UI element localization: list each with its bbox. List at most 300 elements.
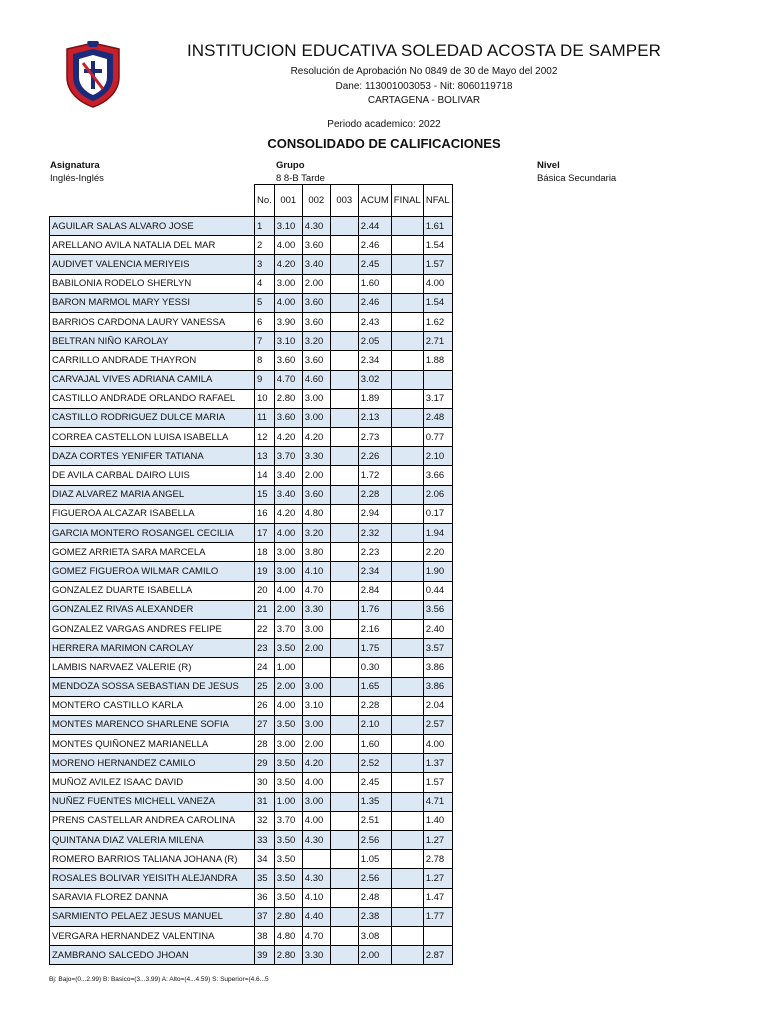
grade-001: 3.50 (274, 754, 302, 773)
grade-nfal: 1.27 (423, 831, 452, 850)
student-number: 10 (255, 389, 275, 408)
grade-final (391, 543, 423, 562)
grade-acum: 1.60 (358, 274, 391, 293)
grade-001: 4.20 (274, 504, 302, 523)
table-row (50, 447, 453, 466)
student-number: 22 (255, 619, 275, 638)
student-name: AUDIVET VALENCIA MERIYEIS (50, 255, 255, 274)
grade-002: 4.30 (302, 831, 330, 850)
grade-final (391, 447, 423, 466)
student-number: 18 (255, 543, 275, 562)
dane-text: Dane: 113001003053 - Nit: 8060119718 (335, 81, 513, 92)
grade-final (391, 677, 423, 696)
grade-nfal: 1.47 (423, 888, 452, 907)
grade-001: 2.00 (274, 677, 302, 696)
grade-nfal: 1.40 (423, 811, 452, 830)
grade-acum: 2.26 (358, 447, 391, 466)
grade-final (391, 773, 423, 792)
grade-001: 2.00 (274, 600, 302, 619)
table-row (50, 811, 453, 830)
grade-003 (330, 600, 358, 619)
grade-002: 2.00 (302, 735, 330, 754)
student-name: AGUILAR SALAS ALVARO JOSE (50, 217, 255, 236)
level-value: Básica Secundaria (537, 173, 617, 184)
grade-003 (330, 926, 358, 945)
table-row (50, 831, 453, 850)
grade-final (391, 581, 423, 600)
student-number: 8 (255, 351, 275, 370)
grade-acum: 1.76 (358, 600, 391, 619)
grade-001: 4.00 (274, 696, 302, 715)
table-row (50, 293, 453, 312)
grade-002: 4.10 (302, 562, 330, 581)
grade-001: 1.00 (274, 658, 302, 677)
grade-acum: 1.35 (358, 792, 391, 811)
grade-003 (330, 677, 358, 696)
student-name: QUINTANA DIAZ VALERIA MILENA (50, 831, 255, 850)
period-text: Periodo academico: 2022 (327, 119, 441, 130)
table-row (50, 236, 453, 255)
col-header: 002 (302, 185, 330, 217)
table-row (50, 581, 453, 600)
resolution-text: Resolución de Aprobación No 0849 de 30 de Mayo del 2002 (290, 66, 558, 77)
grade-final (391, 946, 423, 965)
table-row (50, 619, 453, 638)
grade-acum: 2.13 (358, 408, 391, 427)
grade-003 (330, 524, 358, 543)
grade-001: 3.50 (274, 869, 302, 888)
grade-002: 4.70 (302, 926, 330, 945)
grade-final (391, 332, 423, 351)
grade-final (391, 312, 423, 331)
student-name: CASTILLO RODRIGUEZ DULCE MARIA (50, 408, 255, 427)
student-name: BELTRAN NIÑO KAROLAY (50, 332, 255, 351)
grade-001: 3.50 (274, 831, 302, 850)
grade-003 (330, 408, 358, 427)
grade-003 (330, 389, 358, 408)
grade-nfal: 1.54 (423, 293, 452, 312)
grade-002: 4.30 (302, 869, 330, 888)
grade-acum: 2.00 (358, 946, 391, 965)
grade-003 (330, 850, 358, 869)
student-number: 6 (255, 312, 275, 331)
grade-final (391, 351, 423, 370)
student-name: FIGUEROA ALCAZAR ISABELLA (50, 504, 255, 523)
grade-002: 4.00 (302, 773, 330, 792)
student-name: PRENS CASTELLAR ANDREA CAROLINA (50, 811, 255, 830)
grade-001: 3.50 (274, 773, 302, 792)
grade-acum: 2.56 (358, 869, 391, 888)
grade-001: 2.80 (274, 389, 302, 408)
grade-acum: 2.51 (358, 811, 391, 830)
table-row (50, 754, 453, 773)
grade-acum: 1.60 (358, 735, 391, 754)
grade-003 (330, 504, 358, 523)
grade-nfal: 2.87 (423, 946, 452, 965)
table-row (50, 562, 453, 581)
grade-final (391, 466, 423, 485)
student-name: NUÑEZ FUENTES MICHELL VANEZA (50, 792, 255, 811)
name-column-header (50, 185, 255, 217)
student-number: 4 (255, 274, 275, 293)
grade-nfal: 1.57 (423, 255, 452, 274)
grade-final (391, 524, 423, 543)
grade-001: 3.00 (274, 562, 302, 581)
group-value: 8 8-B Tarde (276, 173, 325, 184)
grade-002: 3.20 (302, 524, 330, 543)
grade-003 (330, 869, 358, 888)
grade-acum: 1.05 (358, 850, 391, 869)
grade-nfal: 2.78 (423, 850, 452, 869)
grade-acum: 2.43 (358, 312, 391, 331)
grade-001: 3.90 (274, 312, 302, 331)
grade-final (391, 926, 423, 945)
subject-value: Inglés-Inglés (50, 173, 104, 184)
grade-001: 3.40 (274, 466, 302, 485)
grade-003 (330, 485, 358, 504)
grade-nfal: 3.17 (423, 389, 452, 408)
grade-final (391, 562, 423, 581)
table-row (50, 926, 453, 945)
table-row (50, 946, 453, 965)
student-name: BARRIOS CARDONA LAURY VANESSA (50, 312, 255, 331)
grade-acum: 2.28 (358, 696, 391, 715)
grade-nfal: 1.94 (423, 524, 452, 543)
grade-001: 4.00 (274, 236, 302, 255)
table-row (50, 639, 453, 658)
grade-003 (330, 351, 358, 370)
student-number: 12 (255, 428, 275, 447)
student-name: CORREA CASTELLON LUISA ISABELLA (50, 428, 255, 447)
grade-final (391, 792, 423, 811)
grade-003 (330, 735, 358, 754)
student-number: 30 (255, 773, 275, 792)
col-header: 001 (274, 185, 302, 217)
grade-acum: 1.89 (358, 389, 391, 408)
grade-001: 3.10 (274, 217, 302, 236)
grade-002: 4.80 (302, 504, 330, 523)
grade-nfal: 0.44 (423, 581, 452, 600)
grade-final (391, 408, 423, 427)
student-name: VERGARA HERNANDEZ VALENTINA (50, 926, 255, 945)
table-row (50, 658, 453, 677)
grade-acum: 2.05 (358, 332, 391, 351)
student-name: ROMERO BARRIOS TALIANA JOHANA (R) (50, 850, 255, 869)
grade-002: 4.20 (302, 754, 330, 773)
grade-001: 3.60 (274, 408, 302, 427)
student-name: DAZA CORTES YENIFER TATIANA (50, 447, 255, 466)
grade-003 (330, 255, 358, 274)
student-name: MONTERO CASTILLO KARLA (50, 696, 255, 715)
grade-002 (302, 658, 330, 677)
grade-003 (330, 639, 358, 658)
grade-001: 3.70 (274, 811, 302, 830)
student-name: GONZALEZ DUARTE ISABELLA (50, 581, 255, 600)
grade-003 (330, 715, 358, 734)
subject-label: Asignatura (50, 160, 100, 171)
student-name: GONZALEZ VARGAS ANDRES FELIPE (50, 619, 255, 638)
grades-table (49, 184, 453, 965)
grade-acum: 0.30 (358, 658, 391, 677)
student-number: 24 (255, 658, 275, 677)
table-row (50, 370, 453, 389)
student-number: 26 (255, 696, 275, 715)
grade-acum: 1.65 (358, 677, 391, 696)
grade-003 (330, 696, 358, 715)
student-number: 17 (255, 524, 275, 543)
table-row (50, 466, 453, 485)
grade-acum: 2.10 (358, 715, 391, 734)
grade-002: 3.00 (302, 677, 330, 696)
grade-001: 3.70 (274, 447, 302, 466)
grade-final (391, 869, 423, 888)
grade-001: 2.80 (274, 907, 302, 926)
grade-002: 3.00 (302, 619, 330, 638)
grade-001: 3.60 (274, 351, 302, 370)
student-number: 11 (255, 408, 275, 427)
table-row (50, 869, 453, 888)
grade-001: 4.20 (274, 428, 302, 447)
grade-nfal: 2.40 (423, 619, 452, 638)
student-number: 20 (255, 581, 275, 600)
student-name: GARCIA MONTERO ROSANGEL CECILIA (50, 524, 255, 543)
grade-nfal: 1.27 (423, 869, 452, 888)
grade-003 (330, 466, 358, 485)
grade-003 (330, 619, 358, 638)
student-name: CARVAJAL VIVES ADRIANA CAMILA (50, 370, 255, 389)
grade-002: 3.00 (302, 389, 330, 408)
grade-nfal: 1.90 (423, 562, 452, 581)
grade-002: 3.10 (302, 696, 330, 715)
student-name: DE AVILA CARBAL DAIRO LUIS (50, 466, 255, 485)
grade-nfal: 3.86 (423, 658, 452, 677)
grade-acum: 2.32 (358, 524, 391, 543)
student-name: SARAVIA FLOREZ DANNA (50, 888, 255, 907)
grade-final (391, 754, 423, 773)
grade-003 (330, 773, 358, 792)
student-number: 15 (255, 485, 275, 504)
table-row (50, 428, 453, 447)
col-header: 003 (330, 185, 358, 217)
student-name: DIAZ ALVAREZ MARIA ANGEL (50, 485, 255, 504)
grade-acum: 2.38 (358, 907, 391, 926)
student-number: 16 (255, 504, 275, 523)
grade-003 (330, 754, 358, 773)
grade-final (391, 658, 423, 677)
grade-002: 3.20 (302, 332, 330, 351)
student-number: 29 (255, 754, 275, 773)
grade-final (391, 370, 423, 389)
grade-final (391, 274, 423, 293)
student-number: 19 (255, 562, 275, 581)
grade-nfal: 2.48 (423, 408, 452, 427)
grade-final (391, 619, 423, 638)
table-row (50, 485, 453, 504)
student-name: GOMEZ ARRIETA SARA MARCELA (50, 543, 255, 562)
grade-001: 3.00 (274, 735, 302, 754)
grade-nfal: 2.10 (423, 447, 452, 466)
table-row (50, 389, 453, 408)
student-number: 35 (255, 869, 275, 888)
student-number: 25 (255, 677, 275, 696)
grade-002: 4.30 (302, 217, 330, 236)
grade-003 (330, 792, 358, 811)
grade-002 (302, 850, 330, 869)
grade-acum: 2.84 (358, 581, 391, 600)
grade-002: 3.00 (302, 715, 330, 734)
grade-nfal: 3.57 (423, 639, 452, 658)
grade-acum: 2.45 (358, 773, 391, 792)
grade-acum: 2.94 (358, 504, 391, 523)
grade-001: 3.50 (274, 850, 302, 869)
grade-final (391, 715, 423, 734)
col-header: FINAL (391, 185, 423, 217)
group-label: Grupo (276, 160, 305, 171)
grade-001: 3.40 (274, 485, 302, 504)
grade-002: 4.70 (302, 581, 330, 600)
table-row (50, 773, 453, 792)
grade-acum: 2.34 (358, 351, 391, 370)
grade-final (391, 639, 423, 658)
grade-final (391, 696, 423, 715)
grade-003 (330, 831, 358, 850)
grade-nfal: 4.71 (423, 792, 452, 811)
grade-final (391, 255, 423, 274)
student-number: 27 (255, 715, 275, 734)
grade-003 (330, 946, 358, 965)
grade-001: 2.80 (274, 946, 302, 965)
grade-final (391, 485, 423, 504)
grade-final (391, 888, 423, 907)
student-name: MONTES QUIÑONEZ MARIANELLA (50, 735, 255, 754)
grade-003 (330, 581, 358, 600)
student-name: ARELLANO AVILA NATALIA DEL MAR (50, 236, 255, 255)
grade-001: 3.00 (274, 274, 302, 293)
student-name: BABILONIA RODELO SHERLYN (50, 274, 255, 293)
grade-final (391, 236, 423, 255)
grade-002: 2.00 (302, 639, 330, 658)
student-name: ROSALES BOLIVAR YEISITH ALEJANDRA (50, 869, 255, 888)
grade-002: 3.00 (302, 792, 330, 811)
grade-001: 3.70 (274, 619, 302, 638)
grade-002: 3.60 (302, 312, 330, 331)
student-name: MONTES MARENCO SHARLENE SOFIA (50, 715, 255, 734)
grade-003 (330, 236, 358, 255)
grade-002: 2.00 (302, 274, 330, 293)
grade-nfal: 1.57 (423, 773, 452, 792)
student-number: 3 (255, 255, 275, 274)
grade-acum: 1.72 (358, 466, 391, 485)
grade-nfal: 0.77 (423, 428, 452, 447)
student-name: GOMEZ FIGUEROA WILMAR CAMILO (50, 562, 255, 581)
student-name: GONZALEZ RIVAS ALEXANDER (50, 600, 255, 619)
grade-acum: 2.23 (358, 543, 391, 562)
student-name: CARRILLO ANDRADE THAYRON (50, 351, 255, 370)
table-row (50, 217, 453, 236)
table-row (50, 850, 453, 869)
grade-001: 3.00 (274, 543, 302, 562)
table-row (50, 696, 453, 715)
grade-nfal: 2.06 (423, 485, 452, 504)
grade-002: 3.60 (302, 293, 330, 312)
student-name: MENDOZA SOSSA SEBASTIAN DE JESUS (50, 677, 255, 696)
student-name: MORENO HERNANDEZ CAMILO (50, 754, 255, 773)
grade-003 (330, 888, 358, 907)
student-number: 21 (255, 600, 275, 619)
grade-acum: 2.45 (358, 255, 391, 274)
grading-scale-legend: Bj: Bajo=(0...2.99) B: Basico=(3...3.99) A: Alto=(4...4.59) S: Superior=(4.6...5 (49, 976, 269, 983)
student-number: 36 (255, 888, 275, 907)
grade-nfal: 1.61 (423, 217, 452, 236)
table-row (50, 600, 453, 619)
grade-001: 3.10 (274, 332, 302, 351)
grade-002: 4.40 (302, 907, 330, 926)
grade-nfal: 2.20 (423, 543, 452, 562)
grade-nfal: 1.54 (423, 236, 452, 255)
level-label: Nivel (537, 160, 560, 171)
grade-final (391, 850, 423, 869)
grade-002: 4.60 (302, 370, 330, 389)
table-row (50, 907, 453, 926)
grade-nfal: 1.37 (423, 754, 452, 773)
grade-nfal: 3.66 (423, 466, 452, 485)
student-number: 33 (255, 831, 275, 850)
table-row (50, 274, 453, 293)
grade-nfal: 3.86 (423, 677, 452, 696)
grade-001: 4.00 (274, 524, 302, 543)
student-name: SARMIENTO PELAEZ JESUS MANUEL (50, 907, 255, 926)
table-row (50, 543, 453, 562)
report-title: CONSOLIDADO DE CALIFICACIONES (267, 136, 501, 151)
grade-final (391, 217, 423, 236)
grade-final (391, 504, 423, 523)
student-number: 32 (255, 811, 275, 830)
grade-002: 3.30 (302, 600, 330, 619)
grade-nfal: 2.57 (423, 715, 452, 734)
institution-title: INSTITUCION EDUCATIVA SOLEDAD ACOSTA DE SAMPER (186, 41, 662, 60)
grade-final (391, 811, 423, 830)
grade-acum: 2.46 (358, 293, 391, 312)
grade-001: 3.50 (274, 715, 302, 734)
student-number: 34 (255, 850, 275, 869)
table-row (50, 312, 453, 331)
grade-nfal: 4.00 (423, 274, 452, 293)
grade-acum: 2.34 (358, 562, 391, 581)
student-name: CASTILLO ANDRADE ORLANDO RAFAEL (50, 389, 255, 408)
grade-acum: 2.52 (358, 754, 391, 773)
grade-002: 2.00 (302, 466, 330, 485)
grade-acum: 2.48 (358, 888, 391, 907)
table-row (50, 332, 453, 351)
grade-003 (330, 811, 358, 830)
student-number: 37 (255, 907, 275, 926)
grade-acum: 1.75 (358, 639, 391, 658)
grade-003 (330, 293, 358, 312)
grade-003 (330, 658, 358, 677)
grade-nfal: 2.04 (423, 696, 452, 715)
grade-002: 4.00 (302, 811, 330, 830)
grade-002: 3.30 (302, 447, 330, 466)
grade-003 (330, 274, 358, 293)
grade-nfal (423, 926, 452, 945)
grade-002: 3.40 (302, 255, 330, 274)
grade-003 (330, 370, 358, 389)
table-row (50, 408, 453, 427)
student-number: 28 (255, 735, 275, 754)
grade-acum: 2.73 (358, 428, 391, 447)
grade-final (391, 831, 423, 850)
col-header: No. (255, 185, 275, 217)
